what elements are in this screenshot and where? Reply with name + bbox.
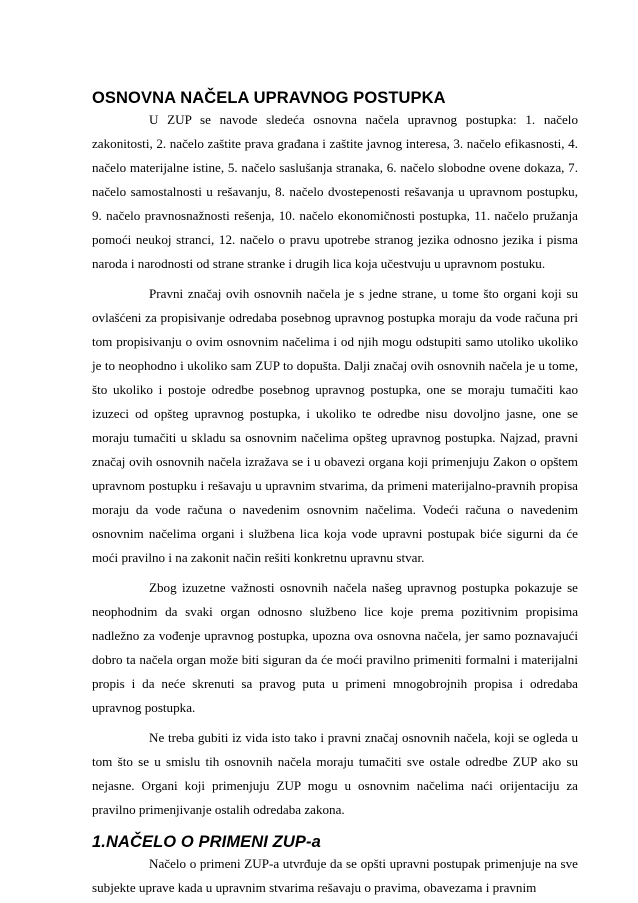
paragraph-principles-list: U ZUP se navode sledeća osnovna načela upravnog postupka: 1. načelo zakonitosti, 2. načelo zaštite prava građana i zaštite javnog interesa, 3. načelo efikasnosti, 4. načelo materijalne istine, 5. načelo saslušanja stranaka, 6. načelo slobodne ovene dokaza, 7. načelo samostalnosti u rešavanju, 8. načelo dvostepenosti rešavanja u upravnom postupku, 9. načelo pravnosnažnosti rešenja, 10. načelo ekonomičnosti postupka, 11. načelo pružanja pomoći neukoj stranci, 12. načelo o pravu upotrebe stranog jezika odnosno jezika i pisma naroda i narodnosti od strane stranke i drugih lica koja učestvuju u upravnom postuku.: [92, 112, 578, 271]
section-title: 1.NAČELO O PRIMENI ZUP-a: [92, 833, 321, 851]
paragraph-section-intro: Načelo o primeni ZUP-a utvrđuje da se opšti upravni postupak primenjuje na sve subjekte uprave kada u upravnim stvarima rešavaju o pravima, obavezama i pravnim: [92, 856, 578, 895]
paragraph-legal-significance: Pravni značaj ovih osnovnih načela je s jedne strane, u tome što organi koji su ovlašćeni za propisivanje odredaba posebnog upravnog postupka moraju da vode računa pri tom propisivanju o ovim osnovnim načelima i od njih mogu odstupiti samo utoliko ukoliko je to neophodno i ukoliko sam ZUP to dopušta. Dalji značaj ovih osnovnih načela je u tome, što ukoliko i postoje odredbe posebnog upravnog postupka, one se moraju tumačiti kao izuzeci od opšteg upravnog postupka, i ukoliko te odredbe nisu dovoljno jasne, one se moraju tumačiti u skladu sa osnovnim načelima opšteg upravnog postupka. Najzad, pravni značaj ovih osnovnih načela izražava se i u obavezi organa koji primenjuju Zakon o opštem upravnom postupku i rešavaju u upravnim stvarima, da primeni materijalno-pravnih propisa moraju da vode računa o navedenim osnovnim načelima. Vodeći računa o navedenim osnovnim načelima organi i službena lica koja vode upravni postupak biće sigurni da će moći pravilno i na zakonit način rešiti konkretnu upravnu stvar.: [92, 286, 578, 565]
paragraph-interpretation: Ne treba gubiti iz vida isto tako i pravni značaj osnovnih načela, koji se ogleda u tom što se u smislu tih osnovnih načela moraju tumačiti sve ostale odredbe ZUP ako su nejasne. Organi koji primenjuju ZUP mogu u osnovnim načelima naći orijentaciju za pravilno primenjivanje ostalih odredaba zakona.: [92, 730, 578, 817]
page-title: OSNOVNA NAČELA UPRAVNOG POSTUPKA: [92, 89, 446, 107]
paragraph-importance: Zbog izuzetne važnosti osnovnih načela našeg upravnog postupka pokazuje se neophodnim da svaki organ odnosno službeno lice koje prema pozitivnim propisima nadležno za vođenje upravnog postupka, upozna ova osnovna načela, jer samo poznavajući dobro ta načela organ može biti siguran da će moći pravilno primeniti formalni i materijalni propis i da neće skrenuti sa pravog puta u primeni mnogobrojnih propisa i odredaba upravnog postupka.: [92, 580, 578, 715]
